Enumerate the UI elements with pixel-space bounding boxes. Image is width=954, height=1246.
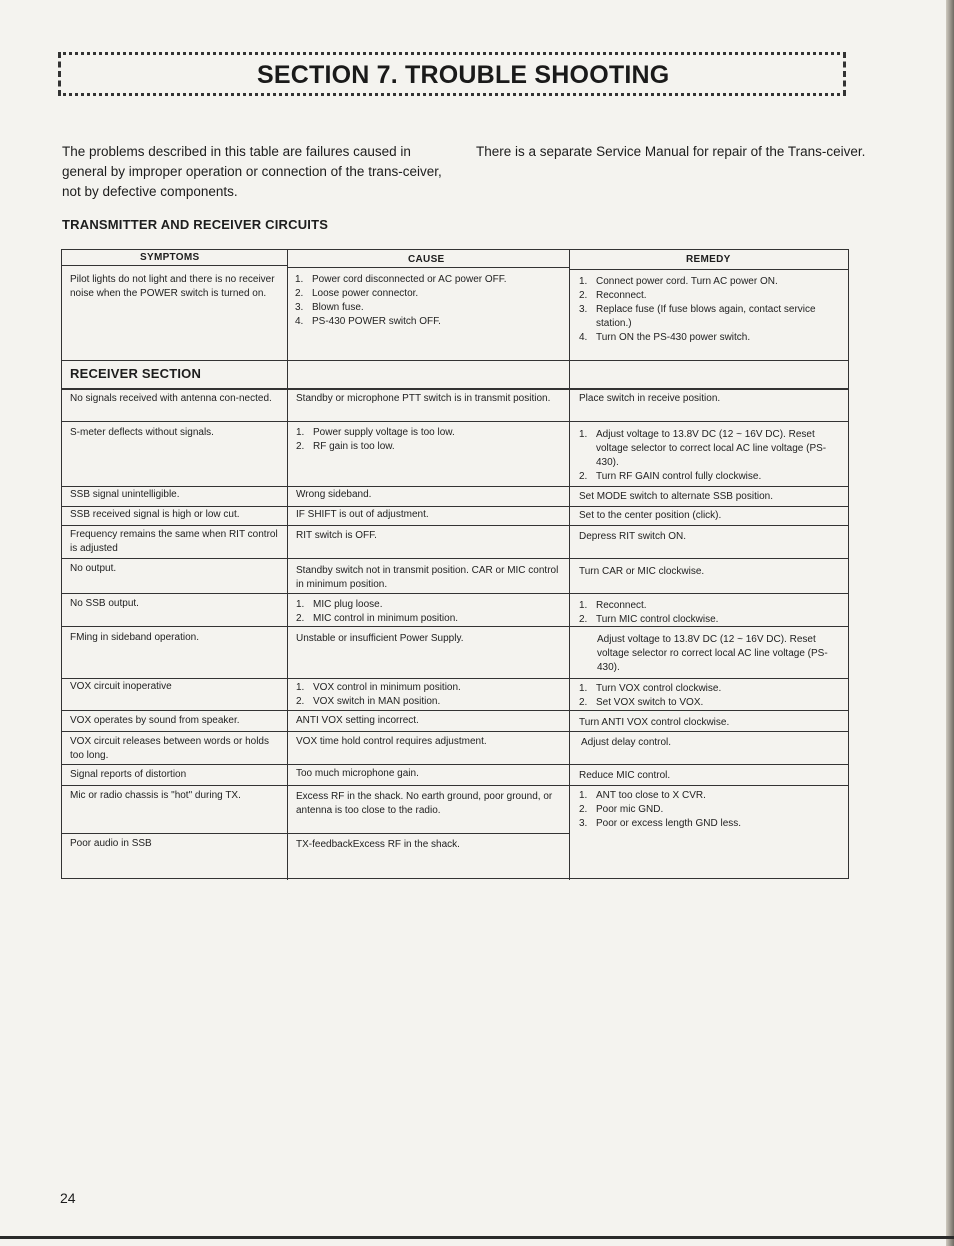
row-divider (62, 593, 849, 594)
table-row-cause: Standby or microphone PTT switch is in transmit position. (296, 393, 551, 404)
list-item: 1. MIC plug loose. (296, 599, 383, 610)
table-row-cause: RIT switch is OFF. (296, 530, 377, 541)
section-title: SECTION 7. TROUBLE SHOOTING (257, 61, 670, 89)
row-divider (62, 388, 849, 390)
list-item: 4. PS-430 POWER switch OFF. (295, 316, 441, 327)
row-divider (62, 764, 849, 765)
receiver-section-label: RECEIVER SECTION (70, 366, 202, 381)
table-row-symptom: Frequency remains the same when RIT control is adjusted (70, 529, 278, 554)
table-row-symptom: Poor audio in SSB (70, 838, 152, 849)
list-item: 3. Replace fuse (If fuse blows again, contact service station.) (579, 304, 816, 329)
binder-edge (946, 0, 954, 1246)
table-row-causes (296, 598, 562, 626)
table-row-remedy: Adjust delay control. (581, 737, 672, 748)
list-item: 2. Turn MIC control clockwise. (579, 614, 719, 625)
intro-text-left: The problems described in this table are failures caused in general by improper operation or connection of the trans-ceiver, not by defective components. (62, 144, 442, 199)
header-symptoms: SYMPTOMS (140, 252, 200, 263)
table-row-remedy: Adjust voltage to 13.8V DC (12 ~ 16V DC). Reset voltage selector ro correct local AC line voltage (PS-430). (597, 634, 828, 673)
table-row-causes (296, 681, 562, 709)
table-row-symptom: Signal reports of distortion (70, 769, 187, 780)
list-item: 2. Loose power connector. (295, 288, 419, 299)
list-item: 2. Reconnect. (579, 290, 647, 301)
page-number: 24 (60, 1190, 76, 1206)
list-item: 2. MIC control in minimum position. (296, 613, 459, 624)
table-row-remedy: Place switch in receive position. (579, 393, 721, 404)
table-row-cause: Wrong sideband. (296, 489, 372, 500)
list-item: 4. Turn ON the PS-430 power switch. (579, 332, 751, 343)
table-row-remedies (579, 789, 841, 831)
table-row-remedies (579, 599, 841, 627)
subheading: TRANSMITTER AND RECEIVER CIRCUITS (62, 217, 329, 232)
table-row-symptom: VOX operates by sound from speaker. (70, 715, 240, 726)
row-divider (62, 558, 849, 559)
table-row-cause: VOX time hold control requires adjustment. (296, 736, 487, 747)
bottom-rule (0, 1236, 954, 1239)
table-row-symptom: Mic or radio chassis is "hot" during TX. (70, 790, 241, 801)
list-item: 1. Reconnect. (579, 600, 647, 611)
table-row-remedies (579, 275, 841, 345)
row-divider (62, 506, 849, 507)
table-row-symptom: S-meter deflects without signals. (70, 427, 214, 438)
table-row-symptom: SSB received signal is high or low cut. (70, 509, 240, 520)
row-divider (62, 785, 849, 786)
section-title-box (58, 52, 846, 96)
table-row-remedy: Set MODE switch to alternate SSB position. (579, 491, 773, 502)
table-row-symptom: No SSB output. (70, 598, 139, 609)
table-row-causes (295, 273, 565, 329)
table-row-symptom: VOX circuit inoperative (70, 681, 172, 692)
table-row-cause: ANTI VOX setting incorrect. (296, 715, 419, 726)
table-row-remedies (579, 682, 841, 710)
table-row-symptom: No output. (70, 563, 117, 574)
list-item: 2. Poor mic GND. (579, 804, 664, 815)
row-divider (62, 731, 849, 732)
row-divider (62, 486, 849, 487)
table-row-remedy: Turn ANTI VOX control clockwise. (579, 717, 730, 728)
list-item: 2. Turn RF GAIN control fully clockwise. (579, 471, 762, 482)
list-item: 1. ANT too close to X CVR. (579, 790, 706, 801)
header-cause: CAUSE (408, 254, 445, 265)
table-row-cause: Standby switch not in transmit position. CAR or MIC control in minimum position. (296, 565, 559, 590)
table-row-cause: Too much microphone gain. (296, 768, 419, 779)
list-item: 1. VOX control in minimum position. (296, 682, 461, 693)
table-row-cause: TX-feedbackExcess RF in the shack. (296, 839, 460, 850)
table-row-symptom: No signals received with antenna con-nected. (70, 393, 272, 404)
row-divider (62, 626, 849, 627)
list-item: 3. Poor or excess length GND less. (579, 818, 742, 829)
table-row-symptom: SSB signal unintelligible. (70, 489, 180, 500)
list-item: 2. RF gain is too low. (296, 441, 395, 452)
header-remedy: REMEDY (686, 254, 731, 265)
list-item: 1. Turn VOX control clockwise. (579, 683, 722, 694)
table-row-cause: IF SHIFT is out of adjustment. (296, 509, 429, 520)
row-divider (569, 269, 849, 270)
list-item: 1. Power supply voltage is too low. (296, 427, 455, 438)
row-divider (62, 710, 849, 711)
troubleshooting-table (61, 249, 849, 879)
row-divider (62, 360, 849, 361)
row-divider (62, 421, 849, 422)
list-item: 1. Adjust voltage to 13.8V DC (12 ~ 16V DC). Reset voltage selector to correct local AC line voltage (PS-430). (579, 429, 827, 468)
row-divider (62, 833, 569, 834)
row-divider (62, 265, 287, 266)
table-row-causes (296, 426, 562, 454)
list-item: 2. VOX switch in MAN position. (296, 696, 441, 707)
table-row-symptom: FMing in sideband operation. (70, 632, 199, 643)
list-item: 1. Connect power cord. Turn AC power ON. (579, 276, 778, 287)
table-row-cause: Unstable or insufficient Power Supply. (296, 633, 464, 644)
table-row-remedies (579, 428, 841, 484)
list-item: 3. Blown fuse. (295, 302, 364, 313)
row-divider (287, 267, 569, 268)
table-row-remedy: Reduce MIC control. (579, 770, 671, 781)
table-row-cause: Excess RF in the shack. No earth ground, poor ground, or antenna is too close to the radio. (296, 791, 553, 816)
row-divider (62, 678, 849, 679)
table-row-remedy: Depress RIT switch ON. (579, 531, 687, 542)
table-row-symptom: VOX circuit releases between words or holds too long. (70, 736, 269, 761)
list-item: 1. Power cord disconnected or AC power OFF. (295, 274, 507, 285)
row-divider (62, 525, 849, 526)
table-row-remedy: Set to the center position (click). (579, 510, 722, 521)
table-row-symptom: Pilot lights do not light and there is no receiver noise when the POWER switch is turned on. (70, 274, 275, 299)
table-row-remedy: Turn CAR or MIC clockwise. (579, 566, 705, 577)
intro-text-right: There is a separate Service Manual for repair of the Trans-ceiver. (476, 144, 866, 159)
list-item: 2. Set VOX switch to VOX. (579, 697, 704, 708)
